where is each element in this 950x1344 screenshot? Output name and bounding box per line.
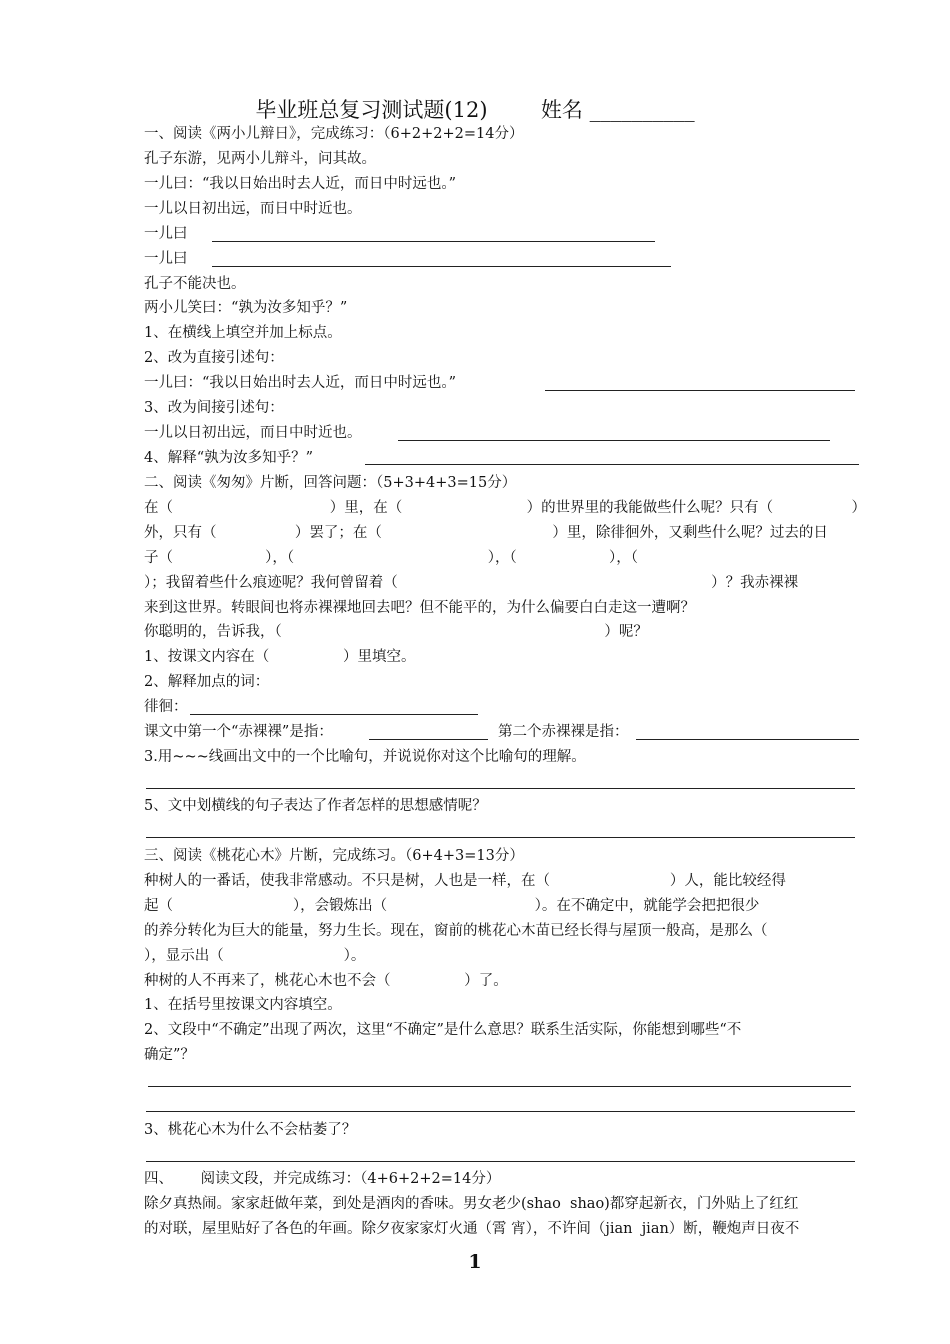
question-line: 3.用~~~线画出文中的一个比喻句，并说说你对这个比喻句的理解。 [144, 749, 586, 765]
section-2-heading: 二、阅读《匆匆》片断，回答问题：（5+3+4+3=15分） [144, 475, 517, 491]
question-line: 徘徊： [144, 699, 188, 715]
question-line: 1、在括号里按课文内容填空。 [144, 997, 342, 1013]
text-line: 种树的人不再来了，桃花心木也不会（ ）了。 [144, 973, 508, 989]
section-3-heading: 三、阅读《桃花心木》片断，完成练习。（6+4+3=13分） [144, 848, 524, 864]
text-line: 在（ ）里，在（ ）的世界里的我能做些什么呢？只有（ ） [144, 500, 867, 516]
question-line: 3、桃花心木为什么不会枯萎了？ [144, 1122, 357, 1138]
question-line: 课文中第一个“赤裸裸”是指： [144, 724, 333, 740]
answer-blank-line[interactable] [545, 390, 855, 391]
text-line: 子（ ），（ ），（ ），（ [144, 550, 638, 566]
text-line: 来到这世界。转眼间也将赤裸裸地回去吧？但不能平的，为什么偏要白白走这一遭啊？ [144, 600, 695, 616]
text-line: 起（ ），会锻炼出（ ）。在不确定中，就能学会把把很少 [144, 898, 760, 914]
question-line: 1、按课文内容在（ ）里填空。 [144, 649, 416, 665]
text-line: 孔子东游，见两小儿辩斗，问其故。 [144, 151, 376, 167]
page-title: 毕业班总复习测试题(12) 姓名 __________ [255, 98, 695, 122]
text-line: 种树人的一番话，使我非常感动。不只是树，人也是一样，在（ ）人，能比较经得 [144, 873, 786, 889]
answer-blank-line[interactable] [212, 241, 655, 242]
question-line: 3、改为间接引述句： [144, 400, 284, 416]
text-line: 的养分转化为巨大的能量，努力生长。现在，窗前的桃花心木苗已经长得与屋顶一般高，是那么（ [144, 923, 768, 939]
text-line: 一儿以日初出远，而日中时近也。 [144, 201, 362, 217]
page-number: 1 [468, 1251, 482, 1273]
answer-blank-line[interactable] [369, 739, 488, 740]
text-line: ）；我留着些什么痕迹呢？我何曾留着（ ）？我赤裸裸 [144, 575, 799, 591]
text-line: 孔子不能决也。 [144, 276, 246, 292]
text-line: 除夕真热闹。家家赶做年菜，到处是酒肉的香味。男女老少(shao shao)都穿起新衣，门外贴上了红红 [144, 1196, 799, 1212]
answer-blank-line[interactable] [146, 1161, 855, 1162]
section-4-heading: 四、 阅读文段，并完成练习：（4+6+2+2=14分） [144, 1171, 501, 1187]
question-line: 5、文中划横线的句子表达了作者怎样的思想感情呢？ [144, 798, 487, 814]
text-line: 一儿曰 [144, 226, 188, 242]
answer-blank-line[interactable] [148, 1086, 851, 1087]
question-line: 4、解释“孰为汝多知乎？” [144, 450, 314, 466]
answer-blank-line[interactable] [212, 266, 671, 267]
question-line: 2、解释加点的词： [144, 674, 270, 690]
answer-blank-line[interactable] [146, 788, 855, 789]
answer-blank-line[interactable] [636, 739, 859, 740]
answer-blank-line[interactable] [365, 464, 859, 465]
text-line: 一儿曰：“我以日始出时去人近，而日中时远也。” [144, 375, 457, 391]
answer-blank-line[interactable] [146, 1111, 855, 1112]
text-line: 你聪明的，告诉我，（ ）呢？ [144, 624, 648, 640]
answer-blank-line[interactable] [146, 837, 855, 838]
section-1-heading: 一、阅读《两小儿辩日》，完成练习：（6+2+2+2=14分） [144, 126, 524, 142]
question-line: 2、文段中“不确定”出现了两次，这里“不确定”是什么意思？联系生活实际，你能想到哪些“不 [144, 1022, 742, 1038]
text-line: ），显示出（ ）。 [144, 948, 366, 964]
text-line: 的对联，屋里贴好了各色的年画。除夕夜家家灯火通（霄 宵），不许间（jian jian）断，鞭炮声日夜不 [144, 1221, 800, 1237]
answer-blank-line[interactable] [190, 714, 478, 715]
text-line: 一儿曰 [144, 251, 188, 267]
text-line: 外，只有（ ）罢了；在（ ）里，除徘徊外，又剩些什么呢？过去的日 [144, 525, 828, 541]
text-line: 一儿曰：“我以日始出时去人近，而日中时远也。” [144, 176, 457, 192]
answer-blank-line[interactable] [398, 440, 830, 441]
question-line: 1、在横线上填空并加上标点。 [144, 325, 342, 341]
question-line: 2、改为直接引述句： [144, 350, 284, 366]
text-line: 两小儿笑曰：“孰为汝多知乎？” [144, 300, 348, 316]
question-line: 确定”？ [144, 1047, 195, 1063]
text-line: 一儿以日初出远，而日中时近也。 [144, 425, 362, 441]
question-line: 第二个赤裸裸是指： [498, 724, 629, 740]
